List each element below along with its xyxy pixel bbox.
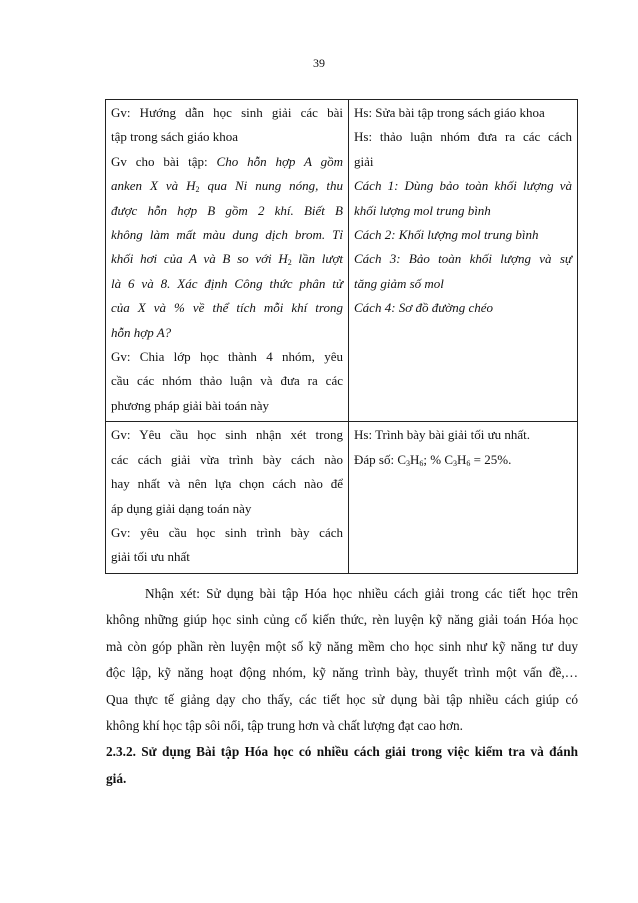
- cell-line: Gv: Chia lớp học thành 4 nhóm, yêu: [111, 349, 343, 365]
- cell-line: là 6 và 8. Xác định Công thức phân tử: [111, 275, 343, 291]
- paragraph-line: Nhận xét: Sử dụng bài tập Hóa học nhiều cách giải trong các tiết học trên: [145, 586, 578, 601]
- cell-line: cầu các nhóm thảo luận và đưa ra các: [111, 373, 343, 389]
- cell-line: anken X và $H_2$ qua Ni nung nóng, thu: [111, 178, 343, 195]
- cell-line: tăng giảm số mol: [354, 275, 444, 291]
- cell-line: các cách giải vừa trình bày cách nào: [111, 451, 343, 467]
- student-activity-cell: [349, 100, 578, 422]
- cell-line: Hs: thảo luận nhóm đưa ra các cách: [354, 129, 572, 145]
- cell-line: giải: [354, 153, 374, 169]
- cell-line: áp dụng giải dạng toán này: [111, 500, 252, 516]
- teacher-activity-cell: [106, 100, 349, 422]
- cell-line: được hỗn hợp B gồm 2 khí. Biết B: [111, 202, 343, 218]
- cell-line: Cách 1: Dùng bảo toàn khối lượng và: [354, 178, 572, 194]
- cell-line: Gv: Yêu cầu học sinh nhận xét trong: [111, 427, 343, 443]
- answer-line: Đáp số: $C_3H_6$; % $C_3H_6 = 25\%$.: [354, 451, 512, 468]
- cell-line: Gv: yêu cầu học sinh trình bày cách: [111, 524, 343, 540]
- table-row: [106, 100, 578, 422]
- remark-paragraph: [106, 581, 578, 739]
- cell-line: khối lượng mol trung bình: [354, 202, 491, 218]
- cell-line: Hs: Sửa bài tập trong sách giáo khoa: [354, 105, 545, 120]
- paragraph-line: Qua thực tế giảng dạy cho thấy, các tiết học sử dụng bài tập nhiều cách giúp có: [106, 691, 578, 707]
- cell-line: Gv: Hướng dẫn học sinh giải các bài: [111, 105, 343, 120]
- paragraph-line: độc lập, kỹ năng hoạt động nhóm, kỹ năng trình bày, thuyết trình một vấn đề,…: [106, 665, 578, 681]
- table-row: [106, 422, 578, 573]
- student-activity-cell: [349, 422, 578, 573]
- page-number: 39: [313, 56, 325, 70]
- teacher-activity-cell: [106, 422, 349, 573]
- cell-line: phương pháp giải bài toán này: [111, 397, 269, 413]
- cell-line: Cách 4: Sơ đồ đường chéo: [354, 300, 494, 316]
- lesson-table: [105, 99, 578, 574]
- paragraph-line: không khí học tập sôi nổi, tập trung hơn và chất lượng đạt cao hơn.: [106, 718, 463, 734]
- cell-line: tập trong sách giáo khoa: [111, 129, 239, 145]
- cell-line: hỗn hợp A?: [111, 324, 172, 340]
- paragraph-line: không những giúp học sinh củng cố kiến thức, rèn luyện kỹ năng giải toán Hóa học: [106, 612, 578, 628]
- cell-line: Cách 2: Khối lượng mol trung bình: [354, 227, 539, 243]
- cell-line: khối hơi của A và B so với $H_2$ lần lượt: [111, 251, 343, 268]
- cell-line: Cách 3: Bảo toàn khối lượng và sự: [354, 251, 572, 267]
- section-heading: [106, 739, 578, 792]
- heading-line: 2.3.2. Sử dụng Bài tập Hóa học có nhiều cách giải trong việc kiểm tra và đánh: [106, 744, 578, 760]
- cell-line: của X và % về thể tích mỗi khí trong: [111, 300, 343, 316]
- student-line: Hs: Trình bày bài giải tối ưu nhất.: [354, 427, 531, 443]
- cell-line: Gv cho bài tập: Cho hỗn hợp A gồm: [111, 153, 343, 169]
- body-section: [106, 581, 578, 792]
- cell-line: không làm mất màu dung dịch brom. Tỉ: [111, 227, 343, 243]
- cell-line: giải tối ưu nhất: [111, 549, 190, 565]
- cell-line: hay nhất và nên lựa chọn cách nào để: [111, 476, 343, 492]
- paragraph-line: mà còn góp phần rèn luyện một số kỹ năng mềm cho học sinh như kỹ năng tư duy: [106, 638, 578, 654]
- heading-line: giá.: [106, 770, 127, 786]
